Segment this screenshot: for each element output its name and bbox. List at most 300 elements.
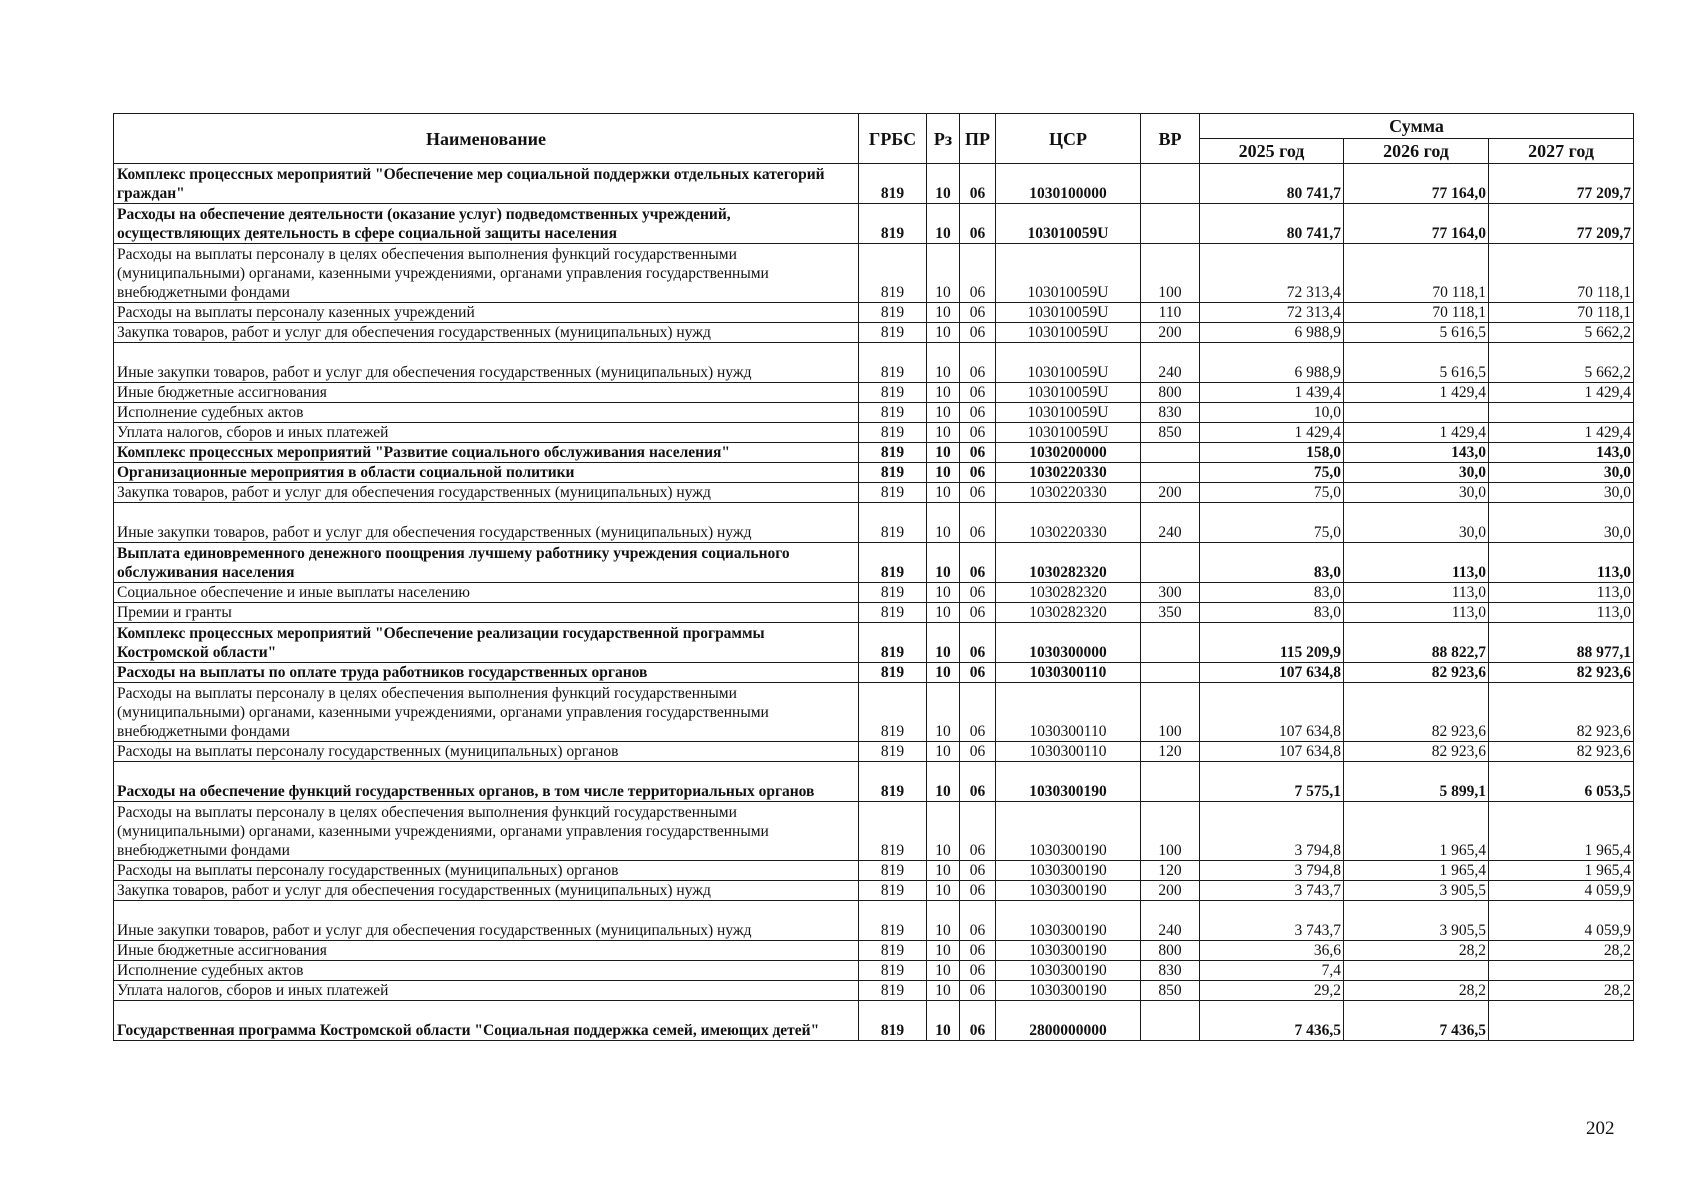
cell-name: Государственная программа Костромской области "Социальная поддержка семей, имеющих детей" <box>114 1001 859 1041</box>
table-row <box>114 881 1634 901</box>
cell-sum-2026: 5 616,5 <box>1344 323 1489 343</box>
cell-vr <box>1141 1001 1200 1041</box>
cell-vr <box>1141 623 1200 663</box>
cell-csr: 1030282320 <box>996 543 1141 583</box>
cell-name: Расходы на выплаты персоналу государственных (муниципальных) органов <box>114 861 859 881</box>
header-name: Наименование <box>114 114 859 164</box>
cell-sum-2026: 30,0 <box>1344 483 1489 503</box>
cell-grbs: 819 <box>859 383 927 403</box>
cell-sum-2025: 3 794,8 <box>1200 861 1344 881</box>
cell-csr: 103010059U <box>996 204 1141 244</box>
cell-grbs: 819 <box>859 343 927 383</box>
cell-sum-2027 <box>1489 403 1634 423</box>
cell-csr: 1030300110 <box>996 683 1141 742</box>
cell-sum-2027: 30,0 <box>1489 483 1634 503</box>
cell-grbs: 819 <box>859 244 927 303</box>
cell-grbs: 819 <box>859 603 927 623</box>
table-row <box>114 583 1634 603</box>
cell-grbs: 819 <box>859 503 927 543</box>
table-row <box>114 603 1634 623</box>
cell-csr: 103010059U <box>996 303 1141 323</box>
cell-grbs: 819 <box>859 683 927 742</box>
cell-sum-2027: 143,0 <box>1489 443 1634 463</box>
cell-pr: 06 <box>960 603 996 623</box>
cell-pr: 06 <box>960 483 996 503</box>
cell-sum-2025: 29,2 <box>1200 981 1344 1001</box>
cell-sum-2025: 83,0 <box>1200 543 1344 583</box>
cell-pr: 06 <box>960 543 996 583</box>
cell-pr: 06 <box>960 881 996 901</box>
cell-rz: 10 <box>927 423 960 443</box>
cell-sum-2026: 30,0 <box>1344 503 1489 543</box>
cell-vr: 800 <box>1141 941 1200 961</box>
cell-sum-2027: 5 662,2 <box>1489 343 1634 383</box>
table-row <box>114 204 1634 244</box>
cell-name: Расходы на выплаты персоналу казенных учреждений <box>114 303 859 323</box>
cell-sum-2025: 83,0 <box>1200 603 1344 623</box>
cell-sum-2026: 143,0 <box>1344 443 1489 463</box>
cell-csr: 1030300190 <box>996 802 1141 861</box>
cell-sum-2026: 88 822,7 <box>1344 623 1489 663</box>
cell-grbs: 819 <box>859 762 927 802</box>
cell-name: Комплекс процессных мероприятий "Обеспечение мер социальной поддержки отдельных категорий граждан" <box>114 164 859 204</box>
cell-sum-2025: 107 634,8 <box>1200 663 1344 683</box>
cell-sum-2027 <box>1489 1001 1634 1041</box>
cell-sum-2027: 70 118,1 <box>1489 303 1634 323</box>
cell-sum-2027: 4 059,9 <box>1489 901 1634 941</box>
cell-sum-2026: 7 436,5 <box>1344 1001 1489 1041</box>
cell-sum-2026: 30,0 <box>1344 463 1489 483</box>
cell-sum-2026: 82 923,6 <box>1344 683 1489 742</box>
cell-pr: 06 <box>960 742 996 762</box>
table-row <box>114 503 1634 543</box>
cell-grbs: 819 <box>859 881 927 901</box>
cell-sum-2026: 113,0 <box>1344 603 1489 623</box>
cell-csr: 1030200000 <box>996 443 1141 463</box>
cell-name: Исполнение судебных актов <box>114 403 859 423</box>
header-year-2025: 2025 год <box>1200 139 1344 164</box>
cell-pr: 06 <box>960 343 996 383</box>
cell-grbs: 819 <box>859 663 927 683</box>
cell-sum-2025: 1 439,4 <box>1200 383 1344 403</box>
cell-sum-2026: 1 429,4 <box>1344 383 1489 403</box>
cell-sum-2026: 113,0 <box>1344 543 1489 583</box>
cell-name: Комплекс процессных мероприятий "Обеспечение реализации государственной программы Костромской области" <box>114 623 859 663</box>
cell-pr: 06 <box>960 323 996 343</box>
cell-csr: 1030300190 <box>996 901 1141 941</box>
header-rz: Рз <box>927 114 960 164</box>
cell-sum-2025: 158,0 <box>1200 443 1344 463</box>
cell-sum-2025: 1 429,4 <box>1200 423 1344 443</box>
cell-name: Иные закупки товаров, работ и услуг для обеспечения государственных (муниципальных) нужд <box>114 901 859 941</box>
cell-vr <box>1141 663 1200 683</box>
cell-csr: 103010059U <box>996 383 1141 403</box>
table-row <box>114 861 1634 881</box>
cell-sum-2027: 1 965,4 <box>1489 802 1634 861</box>
cell-sum-2026: 1 965,4 <box>1344 861 1489 881</box>
cell-sum-2025: 7,4 <box>1200 961 1344 981</box>
cell-pr: 06 <box>960 981 996 1001</box>
cell-rz: 10 <box>927 403 960 423</box>
cell-sum-2025: 75,0 <box>1200 483 1344 503</box>
cell-sum-2025: 72 313,4 <box>1200 303 1344 323</box>
table-row <box>114 483 1634 503</box>
cell-sum-2026: 5 616,5 <box>1344 343 1489 383</box>
cell-grbs: 819 <box>859 861 927 881</box>
cell-sum-2026 <box>1344 961 1489 981</box>
cell-pr: 06 <box>960 941 996 961</box>
cell-name: Иные закупки товаров, работ и услуг для обеспечения государственных (муниципальных) нужд <box>114 503 859 543</box>
table-body <box>114 164 1634 1041</box>
cell-rz: 10 <box>927 463 960 483</box>
cell-sum-2027: 5 662,2 <box>1489 323 1634 343</box>
cell-rz: 10 <box>927 323 960 343</box>
cell-name: Расходы на выплаты персоналу в целях обеспечения выполнения функций государственными (муниципальными) органами, казенными учреждениями, органами управления государственными внебюджетными фондами <box>114 244 859 303</box>
cell-sum-2026: 1 965,4 <box>1344 802 1489 861</box>
cell-grbs: 819 <box>859 981 927 1001</box>
cell-vr <box>1141 443 1200 463</box>
cell-vr: 800 <box>1141 383 1200 403</box>
cell-pr: 06 <box>960 303 996 323</box>
cell-name: Расходы на выплаты персоналу государственных (муниципальных) органов <box>114 742 859 762</box>
cell-vr: 100 <box>1141 802 1200 861</box>
cell-name: Премии и гранты <box>114 603 859 623</box>
cell-sum-2027: 70 118,1 <box>1489 244 1634 303</box>
cell-grbs: 819 <box>859 323 927 343</box>
cell-csr: 1030300190 <box>996 941 1141 961</box>
cell-sum-2027: 30,0 <box>1489 463 1634 483</box>
cell-sum-2026: 70 118,1 <box>1344 244 1489 303</box>
cell-grbs: 819 <box>859 583 927 603</box>
cell-rz: 10 <box>927 483 960 503</box>
cell-sum-2025: 80 741,7 <box>1200 164 1344 204</box>
cell-grbs: 819 <box>859 941 927 961</box>
table-row <box>114 244 1634 303</box>
cell-name: Расходы на выплаты персоналу в целях обеспечения выполнения функций государственными (муниципальными) органами, казенными учреждениями, органами управления государственными внебюджетными фондами <box>114 802 859 861</box>
cell-csr: 103010059U <box>996 343 1141 383</box>
cell-rz: 10 <box>927 901 960 941</box>
cell-vr: 850 <box>1141 423 1200 443</box>
cell-name: Расходы на обеспечение деятельности (оказание услуг) подведомственных учреждений, осуществляющих деятельность в сфере социальной защиты населения <box>114 204 859 244</box>
table-row <box>114 423 1634 443</box>
table-row <box>114 802 1634 861</box>
cell-grbs: 819 <box>859 423 927 443</box>
cell-rz: 10 <box>927 303 960 323</box>
cell-rz: 10 <box>927 802 960 861</box>
cell-csr: 1030282320 <box>996 603 1141 623</box>
cell-name: Исполнение судебных актов <box>114 961 859 981</box>
cell-vr: 110 <box>1141 303 1200 323</box>
cell-vr <box>1141 204 1200 244</box>
cell-sum-2026: 113,0 <box>1344 583 1489 603</box>
cell-sum-2025: 80 741,7 <box>1200 204 1344 244</box>
cell-grbs: 819 <box>859 483 927 503</box>
cell-sum-2027: 6 053,5 <box>1489 762 1634 802</box>
cell-sum-2025: 115 209,9 <box>1200 623 1344 663</box>
table-row <box>114 762 1634 802</box>
cell-grbs: 819 <box>859 901 927 941</box>
cell-rz: 10 <box>927 623 960 663</box>
cell-pr: 06 <box>960 802 996 861</box>
cell-csr: 1030300110 <box>996 742 1141 762</box>
cell-sum-2026: 28,2 <box>1344 981 1489 1001</box>
cell-name: Комплекс процессных мероприятий "Развитие социального обслуживания населения" <box>114 443 859 463</box>
cell-vr: 200 <box>1141 483 1200 503</box>
cell-sum-2025: 3 743,7 <box>1200 881 1344 901</box>
cell-csr: 1030220330 <box>996 483 1141 503</box>
cell-sum-2025: 107 634,8 <box>1200 683 1344 742</box>
cell-pr: 06 <box>960 583 996 603</box>
cell-name: Расходы на выплаты по оплате труда работников государственных органов <box>114 663 859 683</box>
cell-grbs: 819 <box>859 623 927 663</box>
cell-sum-2025: 7 575,1 <box>1200 762 1344 802</box>
cell-rz: 10 <box>927 443 960 463</box>
cell-name: Расходы на обеспечение функций государственных органов, в том числе территориальных органов <box>114 762 859 802</box>
cell-sum-2025: 10,0 <box>1200 403 1344 423</box>
cell-name: Расходы на выплаты персоналу в целях обеспечения выполнения функций государственными (муниципальными) органами, казенными учреждениями, органами управления государственными внебюджетными фондами <box>114 683 859 742</box>
cell-vr: 240 <box>1141 901 1200 941</box>
cell-grbs: 819 <box>859 164 927 204</box>
cell-rz: 10 <box>927 762 960 802</box>
cell-name: Иные закупки товаров, работ и услуг для обеспечения государственных (муниципальных) нужд <box>114 343 859 383</box>
cell-rz: 10 <box>927 343 960 383</box>
cell-csr: 1030300000 <box>996 623 1141 663</box>
cell-sum-2025: 6 988,9 <box>1200 323 1344 343</box>
header-grbs: ГРБС <box>859 114 927 164</box>
cell-vr: 300 <box>1141 583 1200 603</box>
cell-csr: 103010059U <box>996 423 1141 443</box>
cell-pr: 06 <box>960 961 996 981</box>
header-year-2026: 2026 год <box>1344 139 1489 164</box>
table-row <box>114 303 1634 323</box>
cell-sum-2026: 77 164,0 <box>1344 204 1489 244</box>
cell-sum-2025: 3 743,7 <box>1200 901 1344 941</box>
cell-sum-2027: 113,0 <box>1489 543 1634 583</box>
cell-pr: 06 <box>960 762 996 802</box>
cell-csr: 1030300190 <box>996 961 1141 981</box>
cell-pr: 06 <box>960 901 996 941</box>
cell-vr: 200 <box>1141 323 1200 343</box>
cell-sum-2027: 28,2 <box>1489 981 1634 1001</box>
cell-pr: 06 <box>960 204 996 244</box>
cell-vr: 120 <box>1141 861 1200 881</box>
table-row <box>114 961 1634 981</box>
page-number: 202 <box>1586 1118 1615 1139</box>
cell-sum-2027: 30,0 <box>1489 503 1634 543</box>
cell-pr: 06 <box>960 164 996 204</box>
table-row <box>114 323 1634 343</box>
cell-pr: 06 <box>960 403 996 423</box>
cell-name: Социальное обеспечение и иные выплаты населению <box>114 583 859 603</box>
cell-csr: 1030300190 <box>996 881 1141 901</box>
cell-pr: 06 <box>960 443 996 463</box>
cell-sum-2025: 72 313,4 <box>1200 244 1344 303</box>
cell-sum-2026: 28,2 <box>1344 941 1489 961</box>
cell-vr: 240 <box>1141 503 1200 543</box>
cell-sum-2027: 82 923,6 <box>1489 742 1634 762</box>
cell-sum-2027: 1 965,4 <box>1489 861 1634 881</box>
cell-name: Иные бюджетные ассигнования <box>114 941 859 961</box>
cell-sum-2027: 82 923,6 <box>1489 683 1634 742</box>
cell-sum-2025: 83,0 <box>1200 583 1344 603</box>
cell-vr <box>1141 762 1200 802</box>
cell-rz: 10 <box>927 961 960 981</box>
cell-rz: 10 <box>927 663 960 683</box>
cell-csr: 1030300190 <box>996 762 1141 802</box>
cell-rz: 10 <box>927 244 960 303</box>
cell-rz: 10 <box>927 543 960 583</box>
cell-rz: 10 <box>927 683 960 742</box>
cell-sum-2026: 70 118,1 <box>1344 303 1489 323</box>
cell-pr: 06 <box>960 623 996 663</box>
cell-rz: 10 <box>927 941 960 961</box>
table-row <box>114 343 1634 383</box>
cell-rz: 10 <box>927 503 960 543</box>
header-sum: Сумма <box>1200 114 1634 139</box>
cell-grbs: 819 <box>859 303 927 323</box>
cell-vr: 100 <box>1141 244 1200 303</box>
cell-name: Закупка товаров, работ и услуг для обеспечения государственных (муниципальных) нужд <box>114 483 859 503</box>
cell-sum-2025: 36,6 <box>1200 941 1344 961</box>
cell-sum-2025: 6 988,9 <box>1200 343 1344 383</box>
cell-pr: 06 <box>960 383 996 403</box>
cell-rz: 10 <box>927 742 960 762</box>
cell-sum-2027: 4 059,9 <box>1489 881 1634 901</box>
table-row <box>114 981 1634 1001</box>
cell-vr <box>1141 543 1200 583</box>
budget-table <box>113 113 1634 1041</box>
cell-vr: 830 <box>1141 403 1200 423</box>
table-row <box>114 443 1634 463</box>
header-vr: ВР <box>1141 114 1200 164</box>
cell-vr: 850 <box>1141 981 1200 1001</box>
cell-vr <box>1141 164 1200 204</box>
cell-sum-2027: 1 429,4 <box>1489 383 1634 403</box>
cell-pr: 06 <box>960 423 996 443</box>
cell-csr: 103010059U <box>996 403 1141 423</box>
cell-vr <box>1141 463 1200 483</box>
cell-name: Организационные мероприятия в области социальной политики <box>114 463 859 483</box>
cell-pr: 06 <box>960 503 996 543</box>
cell-name: Выплата единовременного денежного поощрения лучшему работнику учреждения социального обслуживания населения <box>114 543 859 583</box>
cell-pr: 06 <box>960 1001 996 1041</box>
cell-vr: 120 <box>1141 742 1200 762</box>
cell-vr: 350 <box>1141 603 1200 623</box>
cell-csr: 1030300110 <box>996 663 1141 683</box>
cell-name: Закупка товаров, работ и услуг для обеспечения государственных (муниципальных) нужд <box>114 881 859 901</box>
cell-sum-2025: 3 794,8 <box>1200 802 1344 861</box>
cell-sum-2027 <box>1489 961 1634 981</box>
cell-grbs: 819 <box>859 802 927 861</box>
cell-rz: 10 <box>927 383 960 403</box>
cell-sum-2026: 3 905,5 <box>1344 881 1489 901</box>
table-row <box>114 1001 1634 1041</box>
cell-sum-2027: 88 977,1 <box>1489 623 1634 663</box>
cell-grbs: 819 <box>859 463 927 483</box>
cell-rz: 10 <box>927 204 960 244</box>
cell-pr: 06 <box>960 861 996 881</box>
cell-rz: 10 <box>927 164 960 204</box>
cell-grbs: 819 <box>859 204 927 244</box>
header-pr: ПР <box>960 114 996 164</box>
table-row <box>114 543 1634 583</box>
cell-sum-2026 <box>1344 403 1489 423</box>
cell-sum-2025: 75,0 <box>1200 503 1344 543</box>
cell-grbs: 819 <box>859 742 927 762</box>
cell-csr: 1030300190 <box>996 861 1141 881</box>
cell-name: Уплата налогов, сборов и иных платежей <box>114 423 859 443</box>
cell-grbs: 819 <box>859 403 927 423</box>
cell-rz: 10 <box>927 603 960 623</box>
table-row <box>114 403 1634 423</box>
cell-sum-2026: 82 923,6 <box>1344 663 1489 683</box>
cell-grbs: 819 <box>859 443 927 463</box>
cell-name: Закупка товаров, работ и услуг для обеспечения государственных (муниципальных) нужд <box>114 323 859 343</box>
cell-vr: 830 <box>1141 961 1200 981</box>
cell-rz: 10 <box>927 881 960 901</box>
cell-name: Иные бюджетные ассигнования <box>114 383 859 403</box>
cell-sum-2027: 77 209,7 <box>1489 164 1634 204</box>
cell-sum-2026: 82 923,6 <box>1344 742 1489 762</box>
cell-pr: 06 <box>960 463 996 483</box>
cell-csr: 1030220330 <box>996 463 1141 483</box>
cell-name: Уплата налогов, сборов и иных платежей <box>114 981 859 1001</box>
table-row <box>114 901 1634 941</box>
cell-rz: 10 <box>927 1001 960 1041</box>
cell-sum-2026: 1 429,4 <box>1344 423 1489 443</box>
header-csr: ЦСР <box>996 114 1141 164</box>
cell-sum-2027: 28,2 <box>1489 941 1634 961</box>
cell-grbs: 819 <box>859 1001 927 1041</box>
table-row <box>114 683 1634 742</box>
cell-vr: 200 <box>1141 881 1200 901</box>
cell-csr: 1030282320 <box>996 583 1141 603</box>
cell-sum-2027: 113,0 <box>1489 603 1634 623</box>
header-year-2027: 2027 год <box>1489 139 1634 164</box>
cell-grbs: 819 <box>859 961 927 981</box>
cell-sum-2027: 1 429,4 <box>1489 423 1634 443</box>
table-row <box>114 663 1634 683</box>
cell-vr: 100 <box>1141 683 1200 742</box>
cell-grbs: 819 <box>859 543 927 583</box>
cell-csr: 2800000000 <box>996 1001 1141 1041</box>
cell-sum-2027: 113,0 <box>1489 583 1634 603</box>
table-row <box>114 164 1634 204</box>
cell-vr: 240 <box>1141 343 1200 383</box>
table-row <box>114 742 1634 762</box>
cell-sum-2027: 82 923,6 <box>1489 663 1634 683</box>
cell-sum-2027: 77 209,7 <box>1489 204 1634 244</box>
table-row <box>114 941 1634 961</box>
cell-csr: 103010059U <box>996 323 1141 343</box>
cell-sum-2026: 77 164,0 <box>1344 164 1489 204</box>
cell-sum-2026: 5 899,1 <box>1344 762 1489 802</box>
cell-rz: 10 <box>927 981 960 1001</box>
cell-csr: 1030100000 <box>996 164 1141 204</box>
cell-csr: 1030220330 <box>996 503 1141 543</box>
table-row <box>114 623 1634 663</box>
cell-rz: 10 <box>927 861 960 881</box>
cell-sum-2025: 7 436,5 <box>1200 1001 1344 1041</box>
cell-pr: 06 <box>960 663 996 683</box>
cell-csr: 103010059U <box>996 244 1141 303</box>
cell-sum-2025: 107 634,8 <box>1200 742 1344 762</box>
cell-sum-2025: 75,0 <box>1200 463 1344 483</box>
table-row <box>114 463 1634 483</box>
table-row <box>114 383 1634 403</box>
cell-pr: 06 <box>960 683 996 742</box>
cell-csr: 1030300190 <box>996 981 1141 1001</box>
